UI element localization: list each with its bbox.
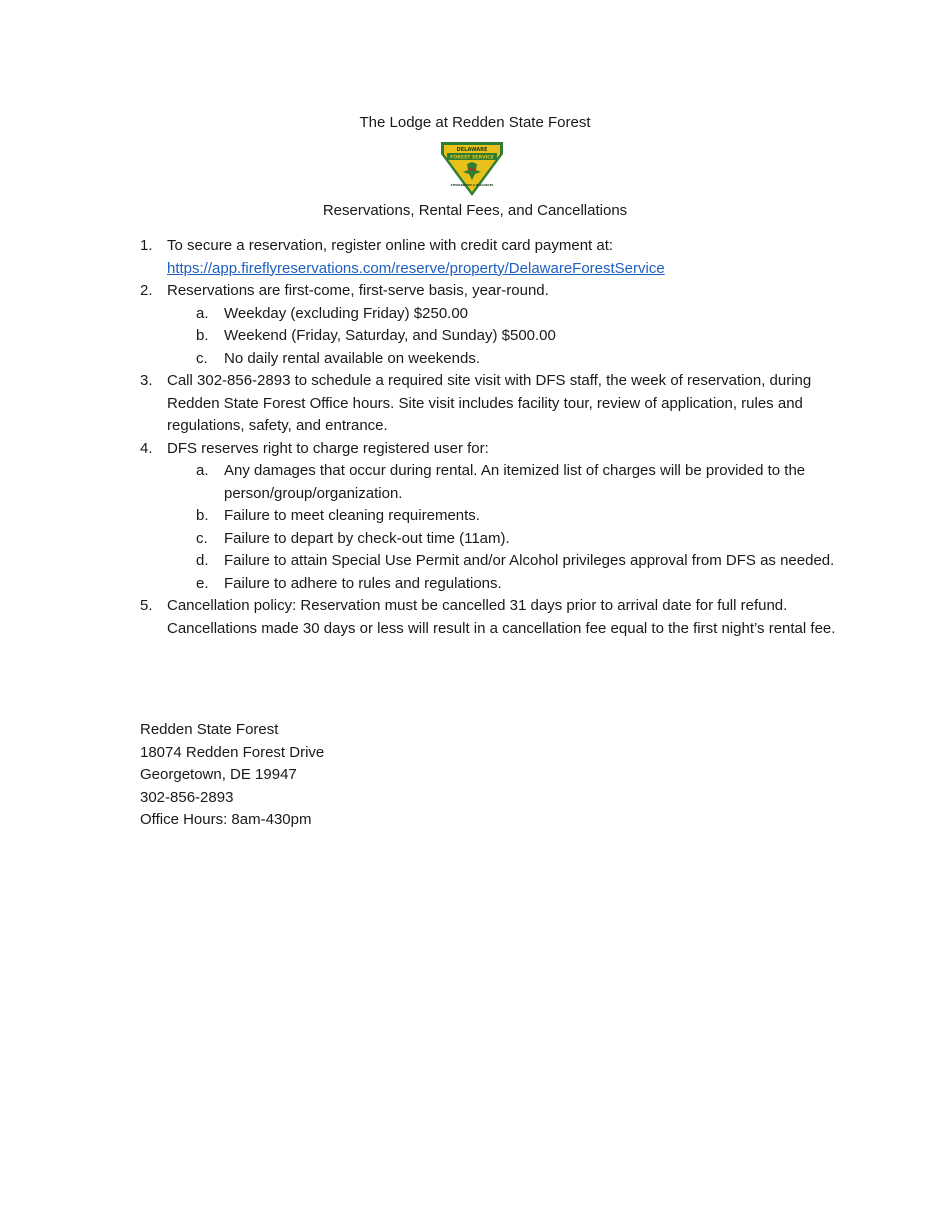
- sub-list-item: [140, 460, 850, 505]
- list-item: [140, 280, 850, 303]
- sub-item-text: Weekend (Friday, Saturday, and Sunday) $500.00: [224, 327, 556, 344]
- address-city: Georgetown, DE 19947: [140, 766, 297, 783]
- sub-list-item: [140, 528, 850, 551]
- office-hours: Office Hours: 8am-430pm: [140, 811, 312, 828]
- list-item-text: Reservations are first-come, first-serve basis, year-round.: [167, 282, 549, 299]
- address-name: Redden State Forest: [140, 721, 279, 738]
- list-item-text: To secure a reservation, register online with credit card payment at:: [167, 237, 614, 254]
- sub-item-text: Failure to depart by check-out time (11am).: [224, 529, 510, 547]
- sub-list-item: [140, 550, 850, 573]
- list-item-text: Cancellation policy: Reservation must be cancelled 31 days prior to arrival date for full refund. Cancellations made 30 days or less will result in a cancellation fee equal to the first night’s rental fee.: [167, 597, 836, 637]
- list-item-text: DFS reserves right to charge registered user for:: [167, 439, 489, 457]
- policy-list: [140, 235, 850, 640]
- list-item: [140, 595, 850, 640]
- address-street: 18074 Redden Forest Drive: [140, 743, 325, 761]
- list-item: [140, 370, 850, 438]
- sub-item-text: Failure to attain Special Use Permit and/or Alcohol privileges approval from DFS as needed.: [224, 552, 835, 569]
- sub-list-item: [140, 348, 850, 371]
- list-item-number: 5.: [140, 597, 153, 614]
- document-subtitle: Reservations, Rental Fees, and Cancellations: [322, 202, 628, 219]
- sub-item-letter: a.: [196, 462, 209, 479]
- svg-text:FOREST SERVICE: FOREST SERVICE: [450, 155, 494, 161]
- sub-item-letter: b.: [196, 507, 209, 524]
- list-item-number: 4.: [140, 439, 153, 457]
- document-title: The Lodge at Redden State Forest: [359, 114, 591, 131]
- list-item: [140, 438, 850, 461]
- delaware-forest-service-logo: [437, 138, 507, 198]
- sub-item-letter: b.: [196, 327, 209, 344]
- sub-list-item: [140, 325, 850, 348]
- list-item-number: 1.: [140, 237, 153, 254]
- sub-item-text: Failure to meet cleaning requirements.: [224, 507, 480, 524]
- reservation-link[interactable]: https://app.fireflyreservations.com/reserve/property/DelawareForestService: [167, 259, 665, 277]
- svg-text:DELAWARE: DELAWARE: [456, 147, 488, 153]
- sub-item-text: No daily rental available on weekends.: [224, 349, 480, 367]
- sub-list-item: [140, 303, 850, 326]
- sub-item-text: Failure to adhere to rules and regulations.: [224, 574, 502, 592]
- address-phone: 302-856-2893: [140, 788, 234, 806]
- list-item-number: 2.: [140, 282, 153, 299]
- sub-item-letter: e.: [196, 574, 209, 592]
- contact-address-block: [140, 719, 324, 832]
- list-item-number: 3.: [140, 372, 153, 389]
- sub-list-item: [140, 505, 850, 528]
- svg-text:STEWARDSHIP & RESOURCES: STEWARDSHIP & RESOURCES: [450, 184, 494, 187]
- sub-item-letter: c.: [196, 529, 208, 547]
- sub-item-letter: d.: [196, 552, 209, 569]
- sub-item-text: Any damages that occur during rental. An itemized list of charges will be provided to the person/group/organization.: [224, 462, 806, 502]
- sub-item-letter: c.: [196, 349, 208, 367]
- sub-item-text: Weekday (excluding Friday) $250.00: [224, 304, 469, 322]
- list-item-text: Call 302-856-2893 to schedule a required site visit with DFS staff, the week of reservation, during Redden State Forest Office hours. Site visit includes facility tour, review of application, rules and regulations, safety, and entrance.: [167, 372, 812, 434]
- list-item: [140, 235, 850, 280]
- sub-item-letter: a.: [196, 304, 209, 322]
- sub-list-item: [140, 573, 850, 596]
